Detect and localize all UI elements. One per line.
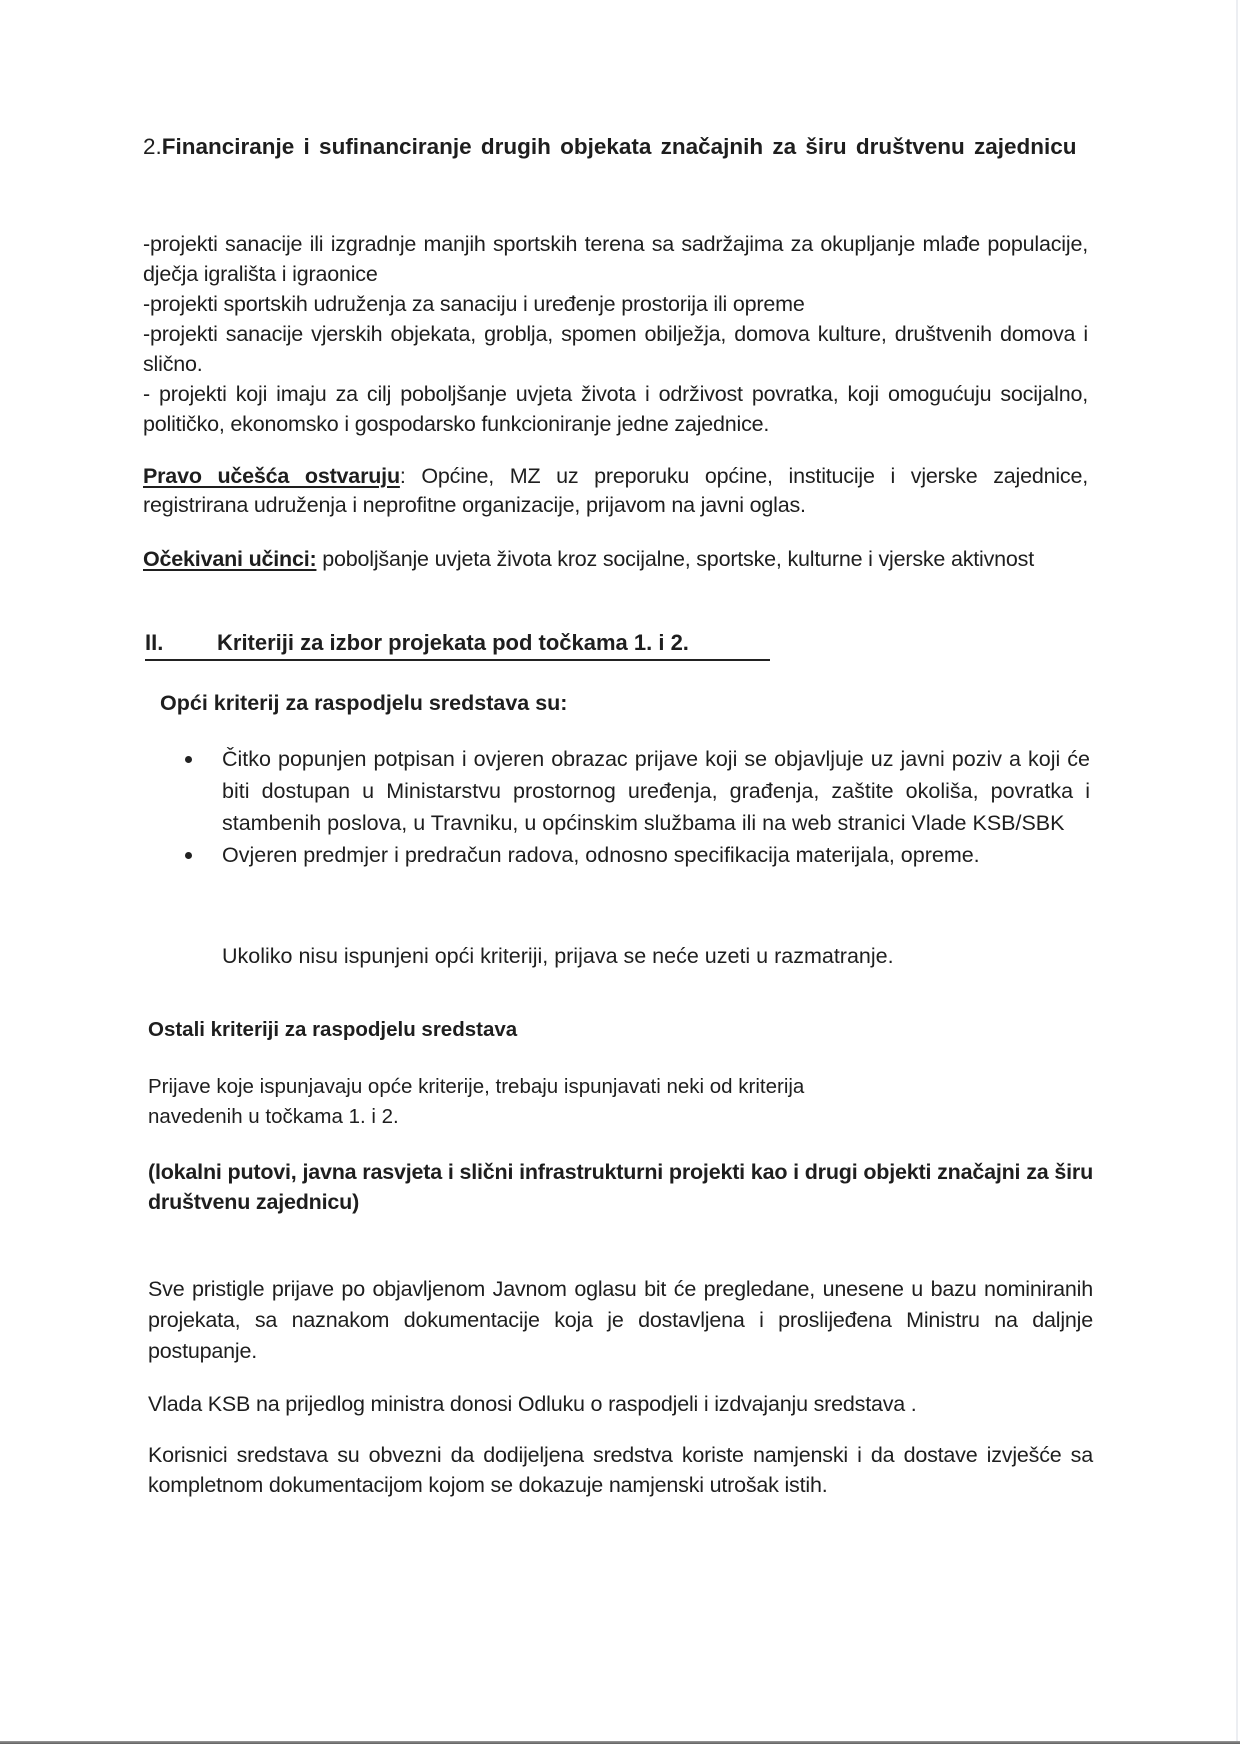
- project-item: - projekti koji imaju za cilj poboljšanje uvjeta života i održivost povratka, koji omogućuju socijalno, političko, ekonomsko i gospodarsko funkcioniranje jedne zajednice.: [143, 382, 1088, 436]
- general-criteria-list: [185, 743, 1090, 871]
- general-criteria-heading: Opći kriterij za raspodjelu sredstava su:: [160, 691, 568, 715]
- other-criteria-text: [148, 1072, 1093, 1132]
- project-item: -projekti sportskih udruženja za sanaciju i uređenje prostorija ili opreme: [143, 292, 805, 316]
- section-title: [143, 132, 1088, 162]
- other-criteria-heading: Ostali kriteriji za raspodjelu sredstava: [148, 1018, 518, 1041]
- procedure-paragraph-2: Vlada KSB na prijedlog ministra donosi Odluku o raspodjeli i izdvajanju sredstava .: [148, 1392, 917, 1416]
- criteria-heading-text: Kriteriji za izbor projekata pod točkama 1. i 2.: [217, 630, 689, 655]
- participation-text: : Općine, MZ uz preporuku općine, institucije i vjerske zajednice, registrirana udruženja i neprofitne organizacije, prijavom na javni oglas.: [143, 464, 1089, 517]
- effects-label: Očekivani učinci:: [143, 547, 317, 571]
- infrastructure-note: (lokalni putovi, javna rasvjeta i slični infrastrukturni projekti kao i drugi objekti značajni za širu društvenu zajednicu): [148, 1160, 1093, 1214]
- other-criteria-line: navedenih u točkama 1. i 2.: [148, 1105, 399, 1128]
- page-edge-right: [1236, 0, 1238, 1742]
- effects-paragraph: [143, 545, 1088, 574]
- bullet-icon: [185, 852, 192, 859]
- criteria-heading: [145, 628, 770, 661]
- project-item: -projekti sanacije ili izgradnje manjih sportskih terena sa sadržajima za okupljanje mlađe populacije, dječja igrališta i igraonice: [143, 232, 1088, 286]
- page-edge-bottom: [0, 1741, 1240, 1744]
- other-criteria-line: Prijave koje ispunjavaju opće kriterije, trebaju ispunjavati neki od kriterija: [148, 1075, 805, 1098]
- criteria-bullet-text: Ovjeren predmjer i predračun radova, odnosno specifikacija materijala, opreme.: [222, 843, 980, 867]
- criteria-bullet: [185, 839, 1090, 871]
- procedure-paragraph-1: Sve pristigle prijave po objavljenom Javnom oglasu bit će pregledane, unesene u bazu nominiranih projekata, sa naznakom dokumentacije koja je dostavljena i proslijeđena Ministru na daljnje postupanje.: [148, 1277, 1093, 1363]
- bullet-icon: [185, 756, 192, 763]
- section-number: 2.: [143, 134, 162, 159]
- section-title-text: Financiranje i sufinanciranje drugih objekata značajnih za širu društvenu zajednicu: [161, 134, 1077, 159]
- procedure-paragraph-3: Korisnici sredstava su obvezni da dodijeljena sredstva koriste namjenski i da dostave izvješće sa kompletnom dokumentacijom kojom se dokazuje namjenski utrošak istih.: [148, 1443, 1093, 1497]
- participation-label: Pravo učešća ostvaruju: [143, 464, 400, 488]
- effects-text: poboljšanje uvjeta života kroz socijalne, sportske, kulturne i vjerske aktivnost: [316, 547, 1034, 571]
- project-item: -projekti sanacije vjerskih objekata, groblja, spomen obilježja, domova kulture, društvenih domova i slično.: [143, 322, 1088, 376]
- participation-paragraph: [143, 462, 1088, 520]
- criteria-bullet-text: Čitko popunjen potpisan i ovjeren obrazac prijave koji se objavljuje uz javni poziv a koji će biti dostupan u Ministarstvu prostornog uređenja, građenja, zaštite okoliša, povratka i stambenih poslova, u Travniku, u općinskim službama ili na web stranici Vlade KSB/SBK: [222, 747, 1090, 835]
- criteria-note: Ukoliko nisu ispunjeni opći kriteriji, prijava se neće uzeti u razmatranje.: [222, 944, 894, 968]
- criteria-roman-numeral: II.: [145, 630, 164, 655]
- criteria-bullet: [185, 743, 1090, 839]
- project-list: [143, 229, 1088, 439]
